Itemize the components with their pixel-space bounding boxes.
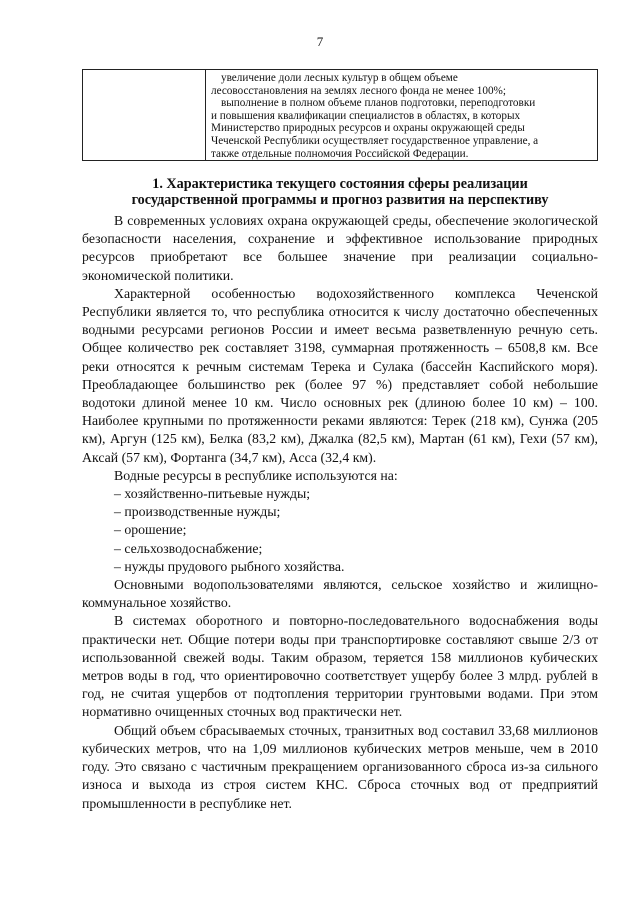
page-number: 7 [316, 34, 324, 49]
table-line: лесовосстановления на землях лесного фонда не менее 100%; [211, 84, 506, 97]
document-body [82, 212, 598, 813]
table-empty-cell [83, 70, 206, 160]
table-line: увеличение доли лесных культур в общем объеме [221, 72, 458, 84]
list-item: – сельхозводоснабжение; [114, 540, 263, 556]
table-line: Чеченской Республики осуществляет государственное управление, а [211, 134, 539, 147]
table-text-cell [211, 72, 595, 160]
paragraph-main-users: Основными водопользователями являются, сельское хозяйство и жилищно-коммунальное хозяйство. [82, 577, 598, 611]
list-item: – хозяйственно-питьевые нужды; [114, 486, 311, 502]
paragraph-intro: В современных условиях охрана окружающей среды, обеспечение экологической безопасности населения, сохранение и эффективное использование природных ресурсов приобретают все большее значение при реализации социально-экономической политики. [82, 213, 598, 283]
section-title-line1: 1. Характеристика текущего состояния сферы реализации [152, 176, 528, 192]
paragraph-rivers: Характерной особенностью водохозяйственного комплекса Чеченской Республики является то, что республика относится к числу достаточно обеспеченных водными ресурсами регионов России и имеет весьма разветвленную речную сеть. Общее количество рек составляет 3198, суммарная протяженность – 6508,8 км. Все реки относятся к речным системам Терека и Сулака (бассейн Каспийского моря). Преобладающее большинство рек (более 97 %) представляет собой небольшие водотоки длиной менее 10 км. Число основных рек (длиною более 10 км) – 100. Наиболее крупными по протяженности реками являются: Терек (218 км), Сунжа (205 км), Аргун (125 км), Белка (83,2 км), Джалка (82,5 км), Мартан (61 км), Гехи (57 км), Аксай (57 км), Фортанга (34,7 км), Асса (32,4 км). [82, 285, 598, 465]
list-item: – нужды прудового рыбного хозяйства. [114, 558, 345, 574]
table-line: также отдельные полномочия Российской Федерации. [211, 147, 469, 160]
section-title [82, 176, 598, 208]
table-line: и повышения квалификации специалистов в областях, в которых [211, 109, 521, 122]
table-line: выполнение в полном объеме планов подготовки, переподготовки [221, 97, 536, 110]
section-title-line2: государственной программы и прогноз развития на перспективу [131, 192, 549, 208]
list-item: – орошение; [114, 522, 187, 538]
paragraph-uses-intro: Водные ресурсы в республике используются на: [114, 467, 398, 483]
paragraph-losses: В системах оборотного и повторно-последовательного водоснабжения воды практически нет. Общие потери воды при транспортировке составляют свыше 2/3 от использованной свежей воды. Таким образом, теряется 158 миллионов кубических метров воды в год, что ориентировочно соответствует ущербу более 3 млрд. рублей в год, не считая ущербов от подтопления территории грунтовыми водами. При этом нормативно очищенных сточных вод практически нет. [82, 613, 598, 720]
table-line: Министерство природных ресурсов и охраны окружающей среды [211, 122, 525, 135]
water-uses-list [82, 485, 598, 576]
paragraph-wastewater: Общий объем сбрасываемых сточных, транзитных вод составил 33,68 миллионов кубических метров, что на 1,09 миллионов кубических метров меньше, чем в 2010 году. Это связано с частичным прекращением организованного сброса из-за сильного износа и выхода из строя систем КНС. Сброса сточных вод от предприятий промышленности в республике нет. [82, 722, 598, 811]
continuation-table [82, 69, 598, 161]
list-item: – производственные нужды; [114, 504, 281, 520]
